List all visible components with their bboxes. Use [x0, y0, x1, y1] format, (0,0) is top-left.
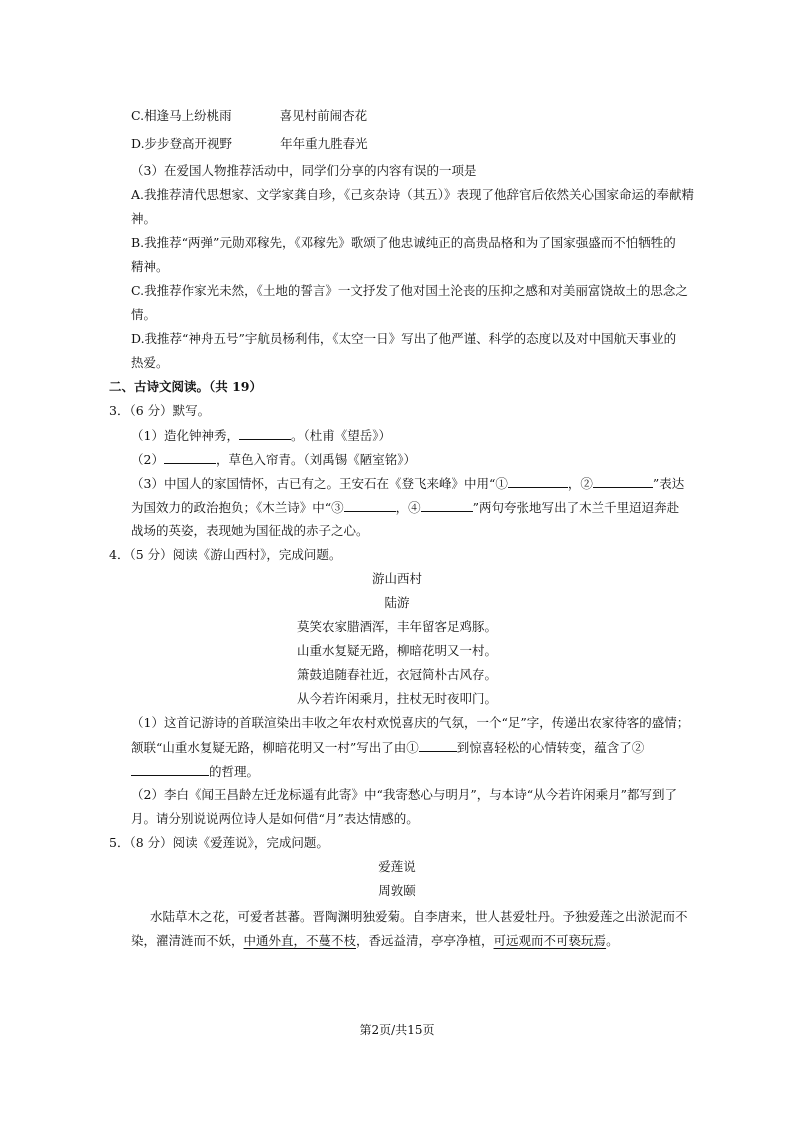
q4-stem: 4．（5 分）阅读《游山西村》，完成问题。: [109, 547, 342, 562]
q3-sub2-suffix: ，草色入帘青。（刘禹锡《陋室铭》）: [215, 452, 416, 467]
q4-sub2-line2: 月。请分别说说两位诗人是如何借“月”表达情感的。: [131, 811, 419, 826]
q3-sub3-text-f: ”两句夸张地写出了木兰千里迢迢奔赴: [472, 500, 680, 515]
poem-line: 箫鼓追随春社近，衣冠简朴古风存。: [296, 667, 497, 682]
q3-sub3-text-a: （3）中国人的家国情怀，古已有之。王安石在《登飞来峰》中用“①: [131, 476, 508, 491]
q3-sub3-line3: 战场的英姿，表现她为国征战的赤子之心。: [131, 523, 369, 538]
q3-sub3-text-d: 为国效力的政治抱负；《木兰诗》中“③: [131, 500, 344, 515]
essay-text-a: 染，濯清涟而不妖，: [131, 933, 244, 948]
q5-stem: 5．（8 分）阅读《爱莲说》，完成问题。: [109, 835, 329, 850]
q4-sub2-line1: （2）李白《闻王昌龄左迁龙标遥有此寄》中“我寄愁心与明月”，与本诗“从今若许闲乘月”都写到了: [131, 787, 678, 802]
q2-sub3-d-line2: 热爱。: [131, 355, 169, 370]
essay-para-line1: 水陆草木之花，可爱者甚蕃。晋陶渊明独爱菊。自李唐来，世人甚爱牡丹。予独爱莲之出淤泥而不: [150, 909, 688, 924]
q3-sub3-line2: [131, 499, 679, 516]
essay-text-c: 。: [606, 933, 619, 948]
option-d-label: D.步步登高开视野: [131, 136, 233, 151]
q3-sub1-suffix: 。（杜甫《望岳》）: [290, 428, 391, 443]
answer-blank-2[interactable]: [131, 763, 209, 776]
option-c: [131, 108, 367, 124]
essay-author: 周敦颐: [378, 883, 416, 898]
answer-blank-1[interactable]: [419, 739, 457, 752]
q3-sub1: [131, 427, 391, 444]
q4-sub1-text-b: 到惊喜轻松的心情转变，蕴含了②: [456, 740, 645, 755]
q3-stem: 3．（6 分）默写。: [109, 403, 211, 418]
answer-blank-3[interactable]: [344, 499, 396, 512]
poem-line: 山重水复疑无路，柳暗花明又一村。: [296, 643, 497, 658]
section-heading: 二、古诗文阅读。（共 19）: [109, 379, 262, 394]
answer-blank-4[interactable]: [421, 499, 473, 512]
q3-sub2: [131, 451, 416, 468]
option-d: [131, 136, 368, 152]
poem-line: 从今若许闲乘月，拄杖无时夜叩门。: [296, 691, 497, 706]
underlined-phrase-2: 可远观而不可亵玩焉: [493, 933, 607, 948]
q4-sub1-text-c: 的哲理。: [209, 764, 260, 779]
essay-title: 爱莲说: [378, 859, 416, 874]
answer-blank[interactable]: [239, 427, 291, 440]
q2-sub3-b-line2: 精神。: [131, 259, 169, 274]
q2-sub3-stem: （3）在爱国人物推荐活动中，同学们分享的内容有误的一项是: [131, 163, 477, 178]
q3-sub3-text-e: ，④: [395, 500, 421, 515]
answer-blank-1[interactable]: [508, 475, 568, 488]
q2-sub3-c-line2: 情。: [131, 307, 157, 322]
option-c-answer: 喜见村前闹杏花: [279, 108, 368, 123]
option-c-label: C.相逢马上纷桃雨: [131, 108, 232, 123]
q2-sub3-b-line1: B.我推荐“两弹”元勋邓稼先，《邓稼先》歌颂了他忠诚纯正的高贵品格和为了国家强盛而不怕牺牲的: [131, 235, 676, 250]
q4-sub1-line2: [131, 739, 644, 756]
q3-sub2-prefix: （2）: [131, 452, 164, 467]
q2-sub3-d-line1: D.我推荐“神舟五号”宇航员杨利伟，《太空一日》写出了他严谨、科学的态度以及对中国航天事业的: [131, 331, 677, 346]
underlined-phrase-1: 中通外直，不蔓不枝: [243, 933, 357, 948]
answer-blank-2[interactable]: [593, 475, 653, 488]
q2-sub3-a-line2: 神。: [131, 211, 157, 226]
essay-text-b: ，香远益清，亭亭净植，: [356, 933, 494, 948]
q2-sub3-c-line1: C.我推荐作家光未然，《土地的誓言》一文抒发了他对国土沦丧的压抑之感和对美丽富饶故土的思念之: [131, 283, 688, 298]
poem-title: 游山西村: [371, 571, 422, 586]
q3-sub3-text-c: ”表达: [652, 476, 685, 491]
q3-sub3-line1: [131, 475, 684, 492]
q4-sub1-text-a: 颔联“山重水复疑无路，柳暗花明又一村”写出了由①: [131, 740, 419, 755]
option-d-answer: 年年重九胜春光: [280, 136, 368, 151]
q4-sub1-line3: [131, 763, 259, 780]
essay-para-line2: [131, 933, 619, 949]
q2-sub3-a-line1: A.我推荐清代思想家、文学家龚自珍，《己亥杂诗（其五）》表现了他辞官后依然关心国家命运的奉献精: [131, 187, 695, 202]
answer-blank[interactable]: [164, 451, 216, 464]
poem-author: 陆游: [384, 595, 410, 610]
q3-sub1-prefix: （1）造化钟神秀，: [131, 428, 239, 443]
q4-sub1-line1: （1）这首记游诗的首联渲染出丰收之年农村欢悦喜庆的气氛，一个“足”字，传递出农家待客的盛情；: [131, 715, 690, 730]
page-number: 第2页/共15页: [359, 1023, 435, 1037]
q3-sub3-text-b: ，②: [567, 476, 593, 491]
poem-line: 莫笑农家腊酒浑，丰年留客足鸡豚。: [296, 619, 497, 634]
